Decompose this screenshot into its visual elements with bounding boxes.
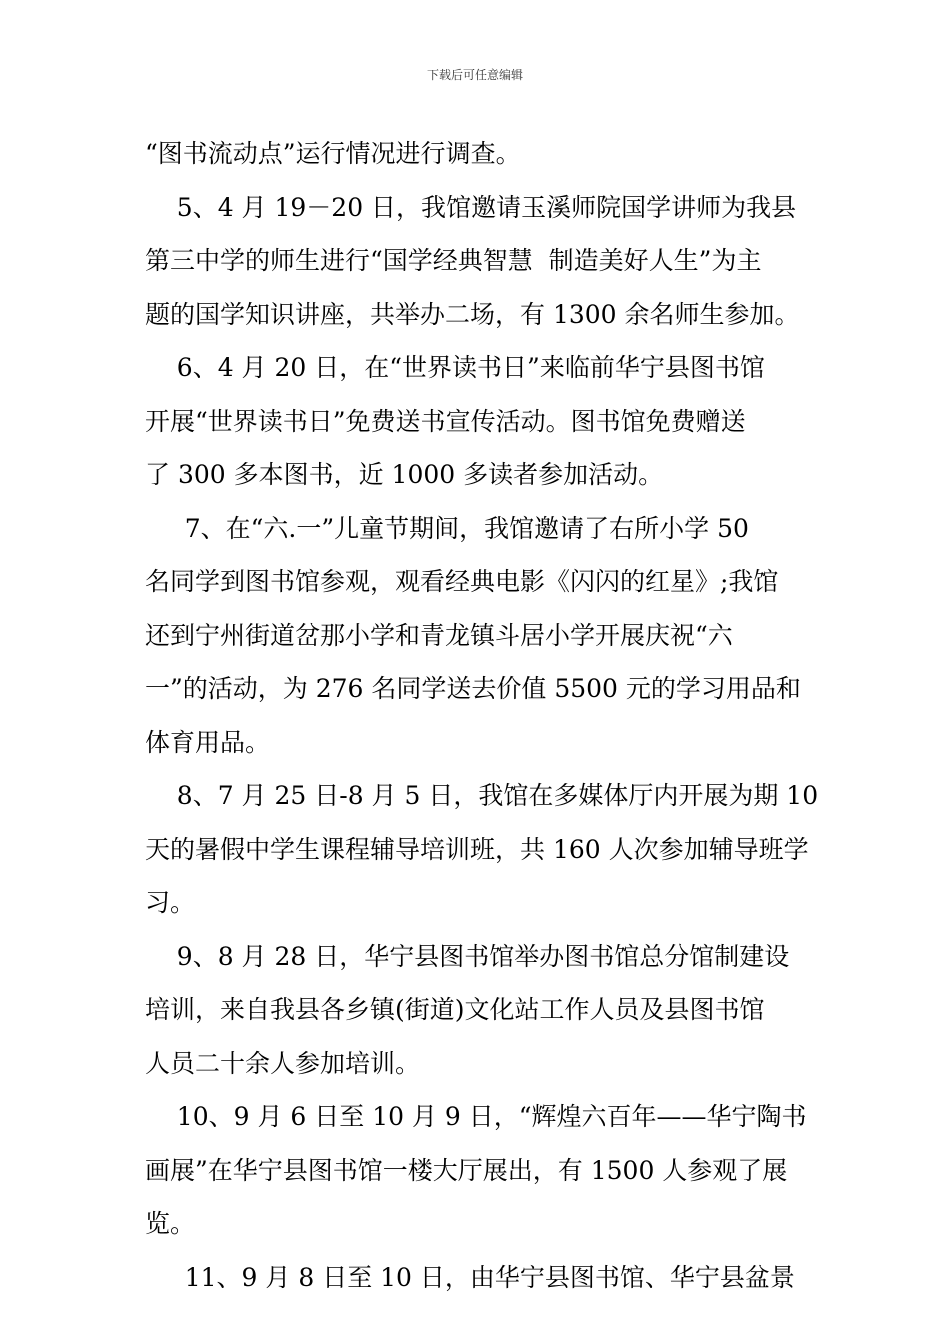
text-line: 天的暑假中学生课程辅导培训班，共 160 人次参加辅导班学 — [145, 834, 809, 864]
text-line: 览。 — [145, 1209, 196, 1238]
text-line: 7、在“六.一”儿童节期间，我馆邀请了右所小学 50 — [145, 513, 749, 543]
text-line: 第三中学的师生进行“国学经典智慧 制造美好人生”为主 — [145, 246, 762, 275]
text-line: 6、4 月 20 日，在“世界读书日”来临前华宁县图书馆 — [145, 353, 765, 382]
text-line: 开展“世界读书日”免费送书宣传活动。图书馆免费赠送 — [145, 406, 746, 436]
document-body — [145, 127, 819, 1304]
page-header: 下载后可任意编辑 — [426, 68, 523, 82]
text-line: 11、9 月 8 日至 10 日，由华宁县图书馆、华宁县盆景 — [145, 1262, 795, 1292]
text-line: 培训，来自我县各乡镇(街道)文化站工作人员及县图书馆 — [145, 995, 765, 1024]
text-line: 体育用品。 — [145, 727, 271, 757]
text-line: “图书流动点”运行情况进行调查。 — [145, 139, 521, 168]
text-line: 题的国学知识讲座，共举办二场，有 1300 余名师生参加。 — [145, 299, 800, 329]
text-line: 8、7 月 25 日-8 月 5 日，我馆在多媒体厅内开展为期 10 — [145, 781, 819, 810]
text-line: 人员二十余人参加培训。 — [145, 1048, 421, 1078]
text-line: 还到宁州街道岔那小学和青龙镇斗居小学开展庆祝“六 — [145, 620, 733, 650]
text-line: 9、8 月 28 日，华宁县图书馆举办图书馆总分馆制建设 — [145, 941, 790, 971]
text-line: 名同学到图书馆参观，观看经典电影《闪闪的红星》;我馆 — [145, 567, 779, 596]
text-line: 5、4 月 19－20 日，我馆邀请玉溪师院国学讲师为我县 — [145, 192, 797, 222]
text-line: 一”的活动，为 276 名同学送去价值 5500 元的学习用品和 — [145, 674, 801, 703]
text-line: 了 300 多本图书，近 1000 多读者参加活动。 — [145, 460, 664, 489]
text-line: 10、9 月 6 日至 10 月 9 日，“辉煌六百年——华宁陶书 — [145, 1102, 807, 1131]
text-line: 画展”在华宁县图书馆一楼大厅展出，有 1500 人参观了展 — [145, 1155, 788, 1185]
text-line: 习。 — [145, 888, 196, 917]
